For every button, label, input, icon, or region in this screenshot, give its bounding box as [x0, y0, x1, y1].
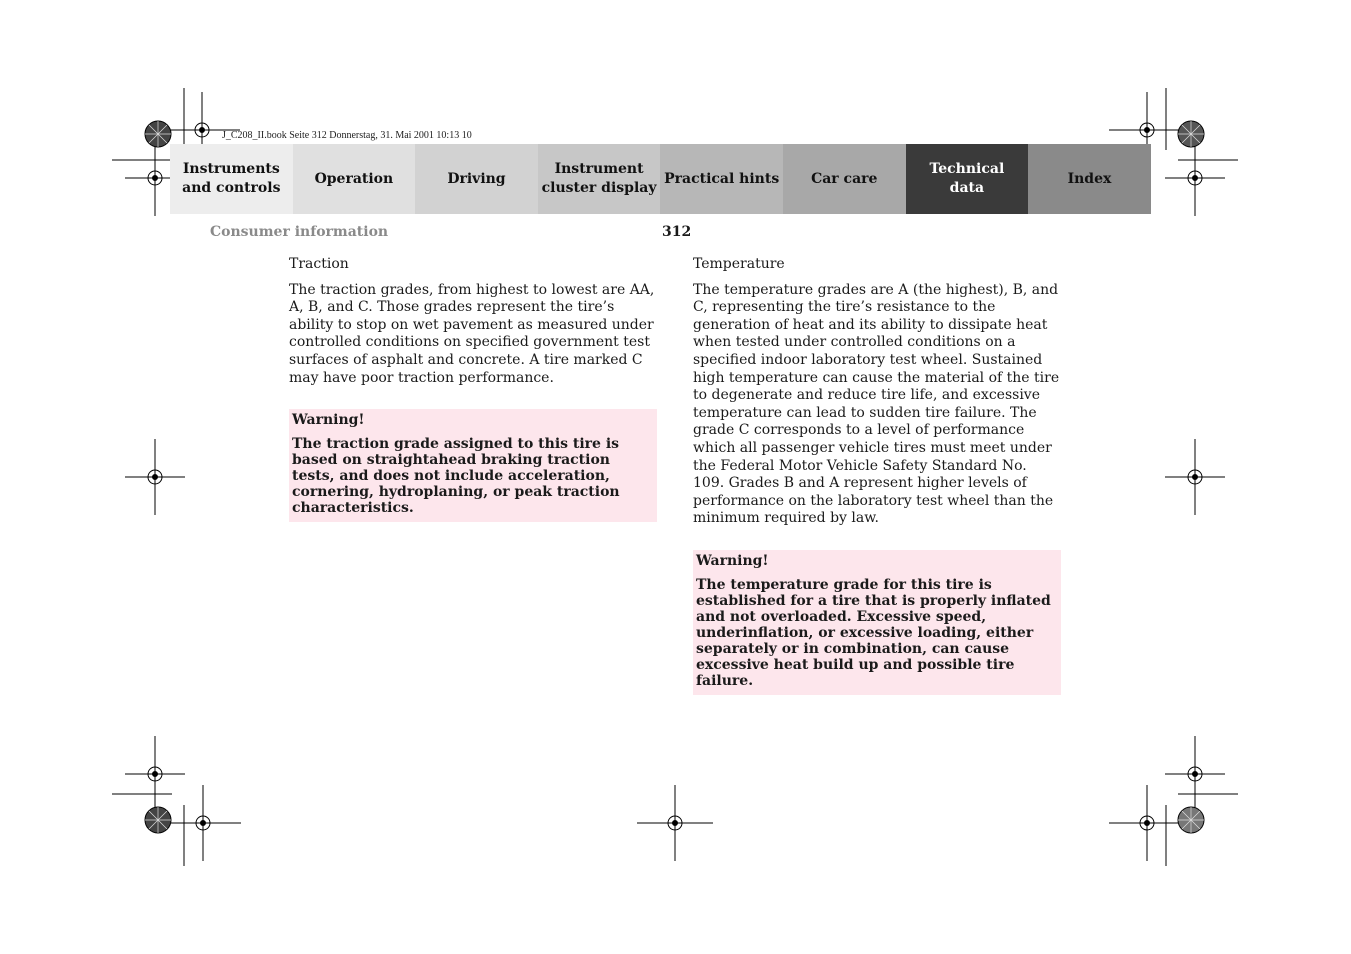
- tab-technical-data[interactable]: Technical data: [906, 144, 1029, 214]
- traction-heading: Traction: [289, 256, 349, 272]
- right-column: [693, 256, 1061, 695]
- temperature-body: The temperature grades are A (the highest), B, and C, representing the tire’s resistance to the generation of heat and its ability to dissipate heat when tested under controlled conditions on a specified indoor laboratory test wheel. Sustained high temperature can cause the material of the tire to degenerate and reduce tire life, and excessive temperature can lead to sudden tire failure. The grade C corresponds to a level of performance which all passenger vehicle tires must meet under the Federal Motor Vehicle Safety Standard No. 109. Grades B and A represent higher levels of performance on the laboratory test wheel than the minimum required by law.: [693, 281, 1060, 527]
- tab-index[interactable]: Index: [1028, 144, 1151, 214]
- traction-warning-box: [289, 409, 657, 522]
- page-number: 312: [662, 224, 692, 240]
- warning-text: The traction grade assigned to this tire is based on straightahead braking traction tests, and does not include acceleration, cornering, hydroplaning, or peak traction characteristics.: [292, 436, 620, 517]
- tab-practical-hints[interactable]: Practical hints: [660, 144, 783, 214]
- warning-title: Warning!: [292, 412, 365, 429]
- warning-title: Warning!: [696, 552, 769, 569]
- print-header: J_C208_II.book Seite 312 Donnerstag, 31. Mai 2001 10:13 10: [222, 130, 472, 141]
- tab-driving[interactable]: Driving: [415, 144, 538, 214]
- tab-instrument-cluster-display[interactable]: Instrument cluster display: [538, 144, 661, 214]
- warning-text: The temperature grade for this tire is established for a tire that is properly inflated and not overloaded. Excessive speed, underinflation, or excessive loading, either separately or in combination, can cause excessive heat build up and possible tire failure.: [696, 576, 1051, 689]
- traction-body: The traction grades, from highest to lowest are AA, A, B, and C. Those grades represent the tire’s ability to stop on wet pavement as measured under controlled conditions on specified government test surfaces of asphalt and concrete. A tire marked C may have poor traction performance.: [289, 281, 655, 386]
- tab-operation[interactable]: Operation: [293, 144, 416, 214]
- left-column: [289, 256, 657, 522]
- section-title: Consumer information: [210, 224, 389, 240]
- temperature-heading: Temperature: [693, 256, 785, 272]
- temperature-warning-box: [693, 550, 1061, 695]
- tab-instruments-and-controls[interactable]: Instruments and controls: [170, 144, 293, 214]
- chapter-tab-bar: [170, 144, 1180, 214]
- tab-car-care[interactable]: Car care: [783, 144, 906, 214]
